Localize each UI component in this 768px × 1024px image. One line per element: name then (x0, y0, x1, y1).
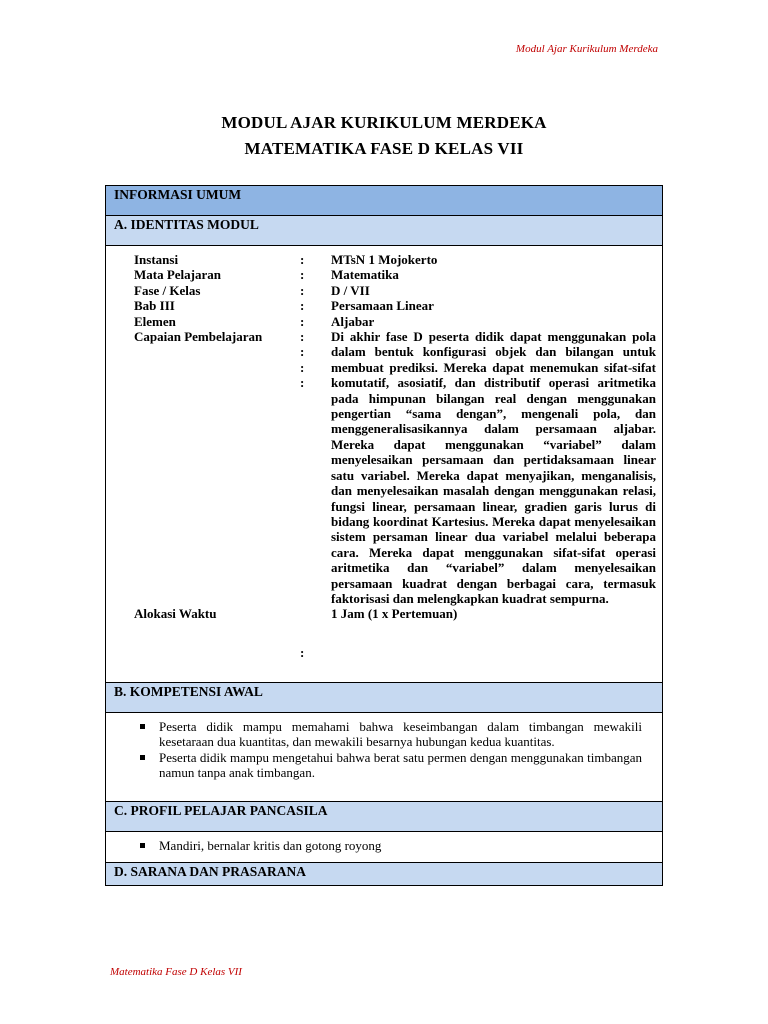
list-item-text: Peserta didik mampu mengetahui bahwa berat satu permen dengan menggunakan timbangan namun tanpa anak timbangan. (159, 749, 642, 781)
list-item (159, 838, 654, 853)
section-sarana-prasarana (106, 863, 663, 886)
section-heading: D. SARANA DAN PRASARANA (114, 864, 307, 879)
field-label: Elemen (134, 313, 176, 329)
field-colon: : (300, 252, 305, 267)
field-colon-group (300, 329, 331, 606)
document-subtitle: MATEMATIKA FASE D KELAS VII (244, 139, 524, 158)
field-colon: : (300, 359, 305, 375)
field-colon: : (300, 267, 305, 283)
identitas-content (106, 246, 663, 683)
bullet-icon (140, 724, 145, 729)
field-label: Capaian Pembelajaran (134, 329, 263, 345)
field-alokasi-waktu (114, 606, 654, 621)
field-colon-spacer (300, 606, 331, 621)
field-colon: : (300, 298, 305, 314)
field-label: Fase / Kelas (134, 282, 201, 298)
kompetensi-content (106, 713, 663, 802)
field-capaian-pembelajaran (114, 329, 654, 606)
field-label: Alokasi Waktu (134, 606, 217, 622)
footer-note: Matematika Fase D Kelas VII (110, 966, 242, 978)
section-heading: INFORMASI UMUM (114, 187, 242, 202)
field-label: Mata Pelajaran (134, 267, 222, 283)
list-item-text: Mandiri, bernalar kritis dan gotong royong (159, 838, 382, 853)
section-kompetensi-awal (106, 683, 663, 713)
trailing-colon-row (114, 645, 654, 660)
section-heading: C. PROFIL PELAJAR PANCASILA (114, 803, 328, 818)
list-item (159, 750, 654, 781)
bullet-icon (140, 755, 145, 760)
field-mata-pelajaran (114, 267, 654, 282)
list-item (159, 719, 654, 750)
field-label: Instansi (134, 252, 179, 267)
field-bab (114, 298, 654, 313)
field-instansi (114, 252, 654, 267)
field-colon: : (300, 375, 305, 391)
field-value: Persamaan Linear (331, 298, 434, 314)
field-colon: : (300, 644, 305, 660)
section-identitas-modul (106, 216, 663, 246)
field-value: Matematika (331, 267, 399, 283)
field-label-empty (114, 645, 300, 660)
field-colon: : (300, 313, 305, 329)
profil-content (106, 832, 663, 863)
bullet-icon (140, 843, 145, 848)
list-item-text: Peserta didik mampu memahami bahwa keseimbangan dalam timbangan mewakili kesetaraan dua kuantitas, dan mewakili besarnya hubungan kedua kuantitas. (159, 719, 642, 750)
field-label: Bab III (134, 298, 175, 314)
field-colon: : (300, 344, 305, 360)
field-fase-kelas (114, 283, 654, 298)
field-colon: : (300, 329, 305, 345)
field-elemen (114, 314, 654, 329)
section-profil-pelajar (106, 802, 663, 832)
field-value: Aljabar (331, 313, 375, 329)
section-heading: B. KOMPETENSI AWAL (114, 684, 263, 699)
field-value: MTsN 1 Mojokerto (331, 252, 438, 267)
document-title: MODUL AJAR KURIKULUM MERDEKA (221, 113, 547, 132)
header-note: Modul Ajar Kurikulum Merdeka (515, 43, 658, 55)
section-heading: A. IDENTITAS MODUL (114, 217, 259, 232)
module-table (105, 185, 663, 886)
field-value: D / VII (331, 282, 370, 298)
field-colon: : (300, 282, 305, 298)
section-informasi-umum (106, 186, 663, 216)
field-value: 1 Jam (1 x Pertemuan) (331, 606, 458, 622)
field-value: Di akhir fase D peserta didik dapat menggunakan pola dalam bentuk konfigurasi objek dan bilangan untuk membuat prediksi. Mereka dapat menemukan sifat-sifat komutatif, asosiatif, dan distributif operasi aritmetika pada himpunan bilangan real dengan menggunakan pengertian “sama dengan”, mengenali pola, dan menggeneralisasikannya dalam persamaan aljabar. Mereka dapat menggunakan “variabel” dalam menyelesaikan persamaan dan pertidaksamaan linear satu variabel. Mereka dapat menyajikan, menganalisis, dan menyelesaikan masalah dengan menggunakan relasi, fungsi linear, persamaan linear, gradien garis lurus di bidang koordinat Kartesius. Mereka dapat menyelesaikan sistem persaman linear dua variabel melalui beberapa cara. Mereka dapat menggunakan sifat-sifat operasi aritmetika dan “variabel” dalam menyelesaikan persamaan kuadrat dengan berbagai cara, termasuk faktorisasi dan melengkapkan kuadrat sempurna. (331, 329, 656, 606)
